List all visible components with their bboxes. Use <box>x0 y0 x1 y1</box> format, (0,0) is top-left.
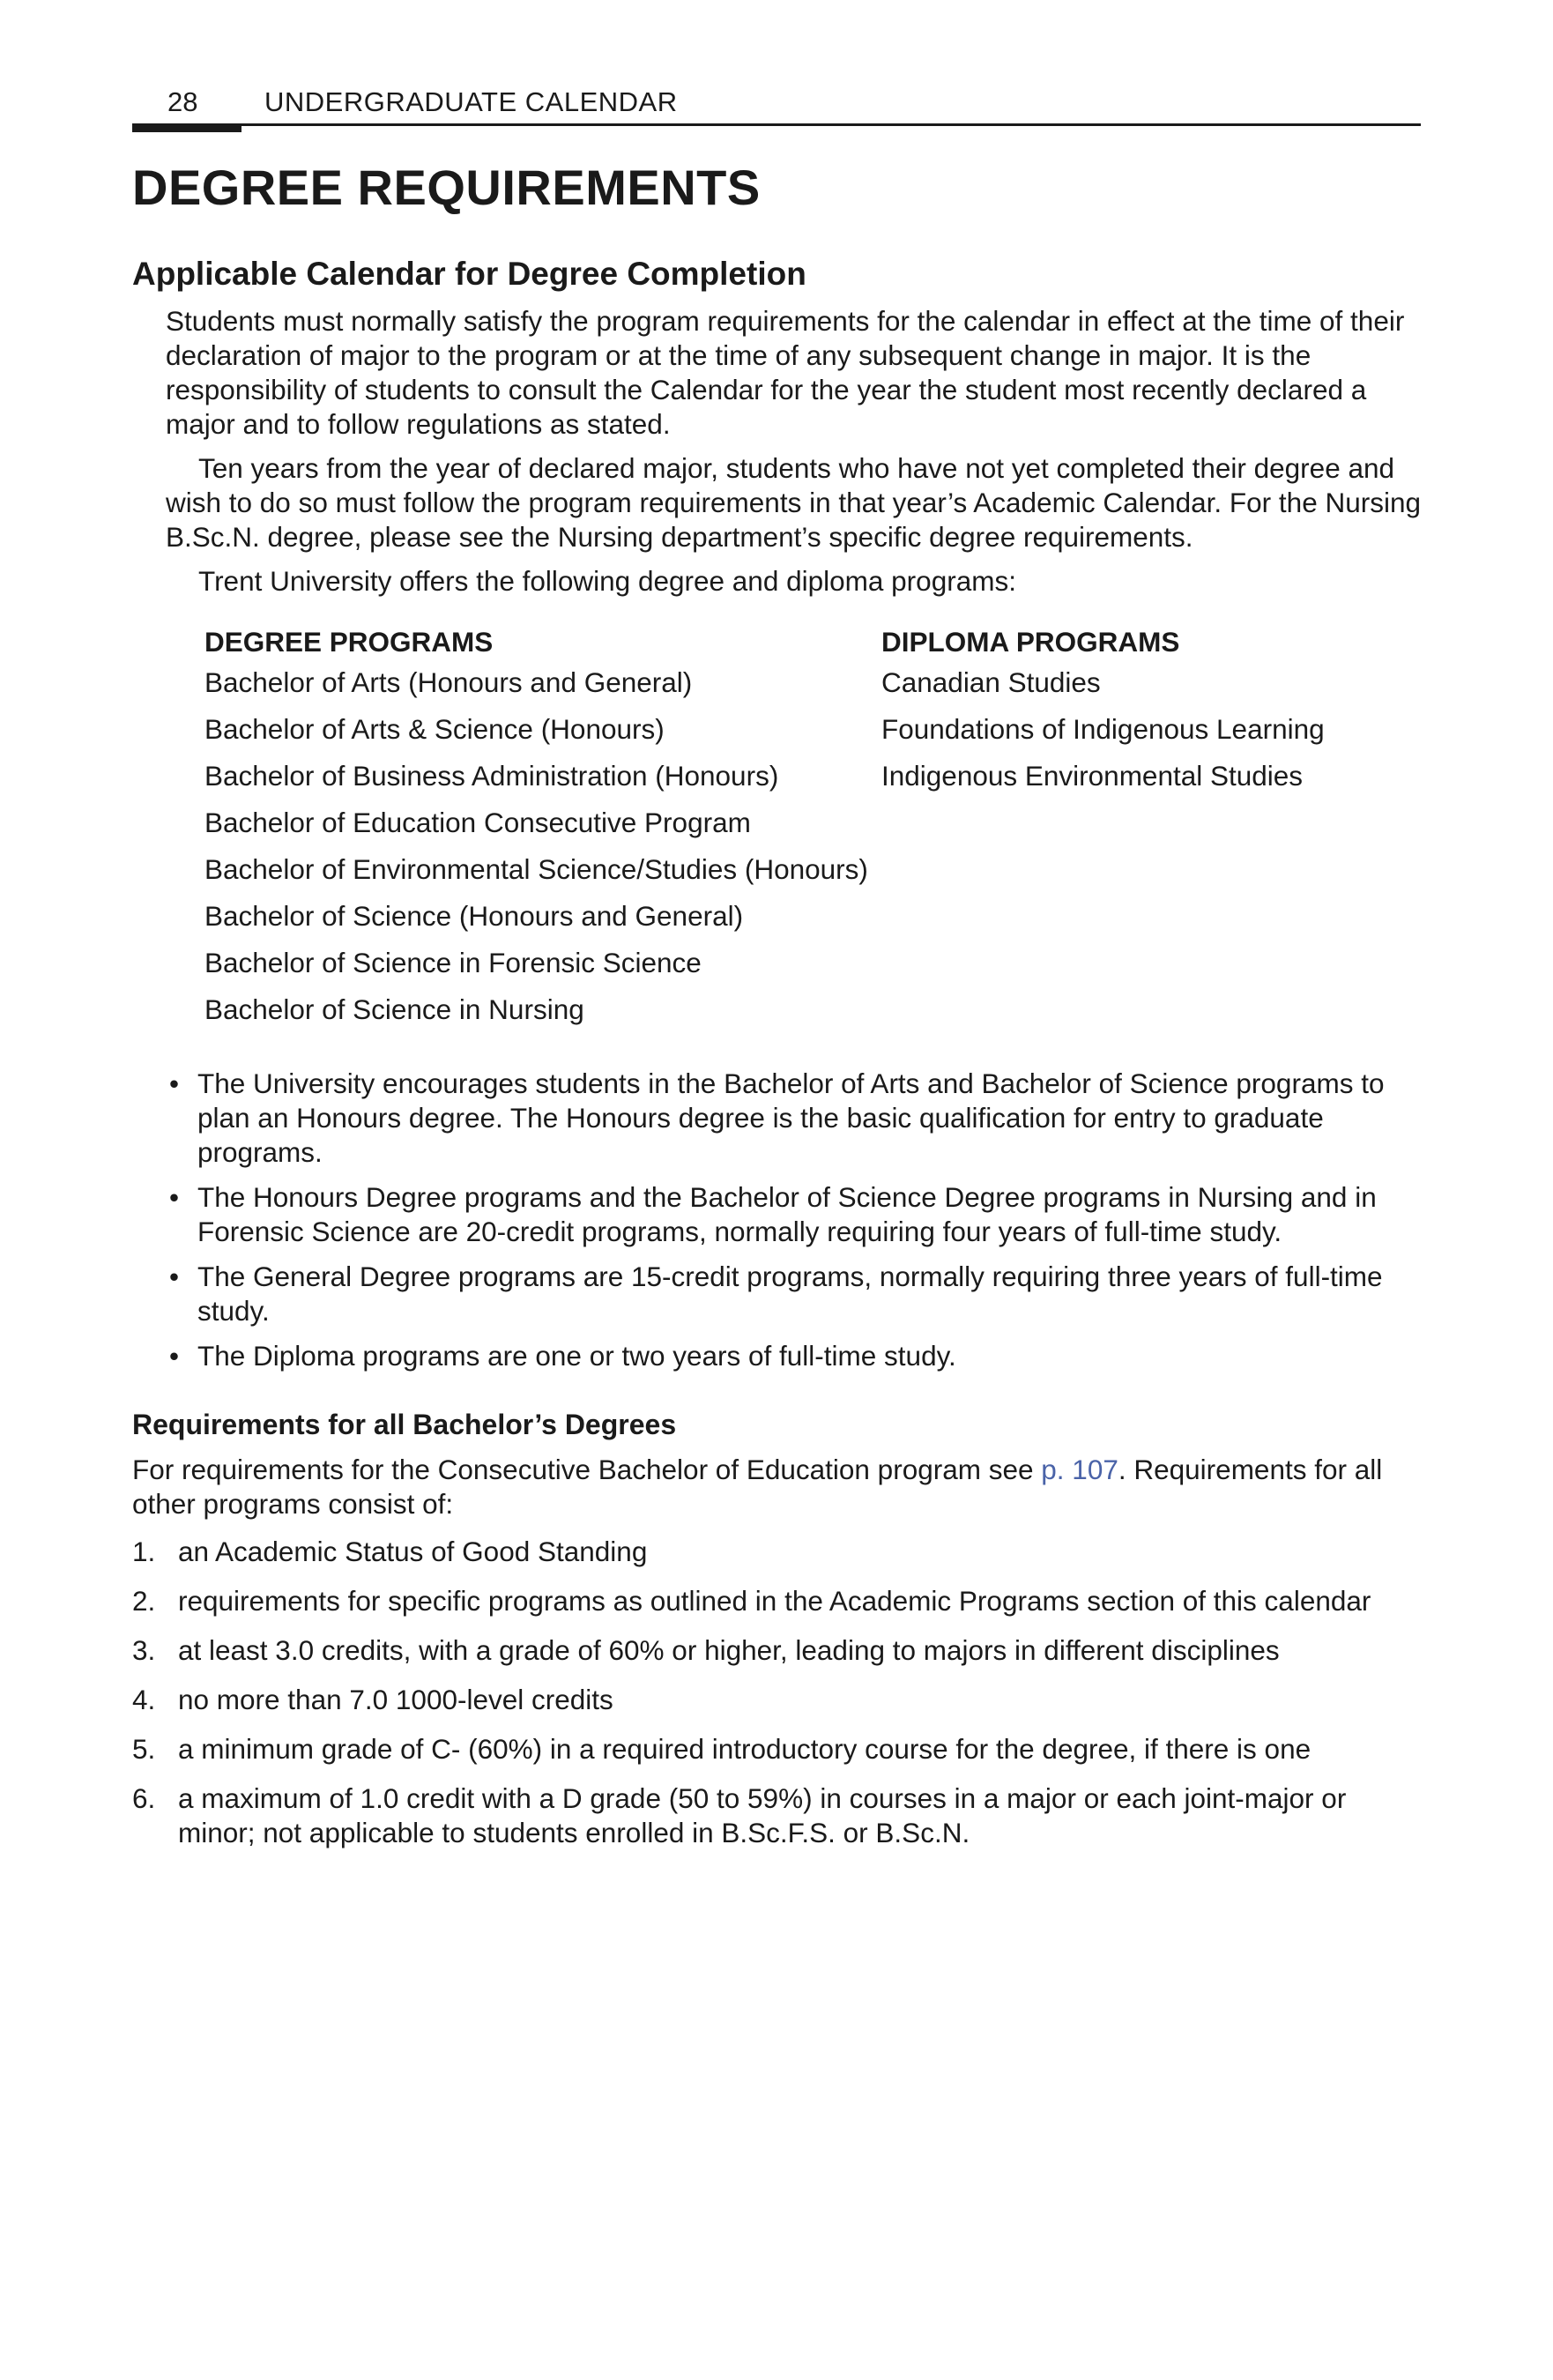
page-107-link[interactable]: p. 107 <box>1041 1454 1118 1485</box>
bullet-dot: • <box>169 1067 180 1099</box>
requirement-item <box>132 1633 1421 1668</box>
intro-text-after: . Requirements for all other programs consist of: <box>132 1454 1383 1520</box>
running-title: UNDERGRADUATE CALENDAR <box>264 86 678 117</box>
paragraph-calendar-rules: Students must normally satisfy the program requirements for the calendar in effect at the time of their declaration of major to the program or at the time of any subsequent change in major. It is the responsibility of students to consult the Calendar for the year the student most recently declared a major and to follow regulations as stated. <box>166 305 1405 440</box>
degree-program-item: Bachelor of Business Administration (Honours) <box>204 760 779 792</box>
requirement-text: a minimum grade of C- (60%) in a required introductory course for the degree, if there is one <box>178 1733 1312 1765</box>
diploma-program-item: Indigenous Environmental Studies <box>881 760 1304 792</box>
requirement-number: 4. <box>132 1684 156 1715</box>
requirements-list <box>132 1535 1421 1865</box>
degree-program-item: Bachelor of Arts (Honours and General) <box>204 666 693 698</box>
degree-program-item: Bachelor of Education Consecutive Program <box>204 807 751 838</box>
paragraph-ten-years: Ten years from the year of declared major, students who have not yet completed their degree and wish to do so must follow the program requirements in that year’s Academic Calendar. For the Nursing B.Sc.N. degree, please see the Nursing department’s specific degree requirements. <box>166 452 1422 553</box>
requirement-number: 2. <box>132 1585 156 1617</box>
bullet-item <box>166 1260 1426 1328</box>
paragraph-programs-intro: Trent University offers the following degree and diploma programs: <box>198 565 1016 597</box>
page-number: 28 <box>167 86 198 117</box>
requirement-item <box>132 1732 1421 1766</box>
section-heading-applicable-calendar: Applicable Calendar for Degree Completion <box>132 256 806 292</box>
bullet-dot: • <box>169 1181 180 1213</box>
bullet-item <box>166 1067 1426 1170</box>
bullet-text: The Diploma programs are one or two years of full-time study. <box>197 1340 956 1372</box>
requirement-text: no more than 7.0 1000-level credits <box>178 1684 613 1715</box>
requirement-text: at least 3.0 credits, with a grade of 60% or higher, leading to majors in different disciplines <box>178 1634 1280 1666</box>
degree-program-item: Bachelor of Environmental Science/Studies (Honours) <box>204 853 868 885</box>
bullet-item <box>166 1339 1426 1373</box>
diploma-program-item: Foundations of Indigenous Learning <box>881 713 1325 745</box>
degree-programs-heading: DEGREE PROGRAMS <box>204 626 494 658</box>
requirement-item <box>132 1584 1421 1618</box>
page-header <box>132 85 1421 138</box>
programs-table <box>204 624 1421 1038</box>
requirement-number: 5. <box>132 1733 156 1765</box>
bullet-text: The University encourages students in the Bachelor of Arts and Bachelor of Science programs to plan an Honours degree. The Honours degree is the basic qualification for entry to graduate programs. <box>197 1067 1385 1168</box>
paragraph-requirements-intro <box>132 1453 1421 1521</box>
bullet-item <box>166 1180 1426 1249</box>
bullet-text: The Honours Degree programs and the Bachelor of Science Degree programs in Nursing and in Forensic Science are 20-credit programs, normally requiring four years of full-time study. <box>197 1181 1377 1247</box>
diploma-programs-column <box>881 624 1410 805</box>
degree-program-item: Bachelor of Science in Forensic Science <box>204 947 702 978</box>
bullet-list <box>166 1067 1426 1384</box>
page-title: DEGREE REQUIREMENTS <box>132 160 761 215</box>
degree-program-item: Bachelor of Science in Nursing <box>204 993 584 1025</box>
requirement-item <box>132 1535 1421 1569</box>
intro-text-before: For requirements for the Consecutive Bachelor of Education program see <box>132 1454 1042 1485</box>
requirement-number: 6. <box>132 1782 156 1814</box>
bullet-dot: • <box>169 1261 180 1292</box>
bullet-text: The General Degree programs are 15-credit programs, normally requiring three years of full-time study. <box>197 1261 1383 1327</box>
degree-programs-column <box>204 624 874 1038</box>
requirement-item <box>132 1781 1421 1850</box>
section-heading-bachelor-requirements: Requirements for all Bachelor’s Degrees <box>132 1409 677 1440</box>
requirement-number: 1. <box>132 1536 156 1567</box>
requirement-text: requirements for specific programs as outlined in the Academic Programs section of this calendar <box>178 1585 1371 1617</box>
requirement-item <box>132 1683 1421 1717</box>
diploma-programs-heading: DIPLOMA PROGRAMS <box>881 626 1180 658</box>
requirement-text: a maximum of 1.0 credit with a D grade (50 to 59%) in courses in a major or each joint-major or minor; not applicable to students enrolled in B.Sc.F.S. or B.Sc.N. <box>178 1782 1347 1848</box>
diploma-program-item: Canadian Studies <box>881 666 1101 698</box>
degree-program-item: Bachelor of Science (Honours and General) <box>204 900 744 932</box>
bullet-dot: • <box>169 1340 180 1372</box>
degree-program-item: Bachelor of Arts & Science (Honours) <box>204 713 665 745</box>
header-rule <box>132 123 1421 126</box>
requirement-text: an Academic Status of Good Standing <box>178 1536 648 1567</box>
header-tab-bar <box>132 123 241 132</box>
requirement-number: 3. <box>132 1634 156 1666</box>
